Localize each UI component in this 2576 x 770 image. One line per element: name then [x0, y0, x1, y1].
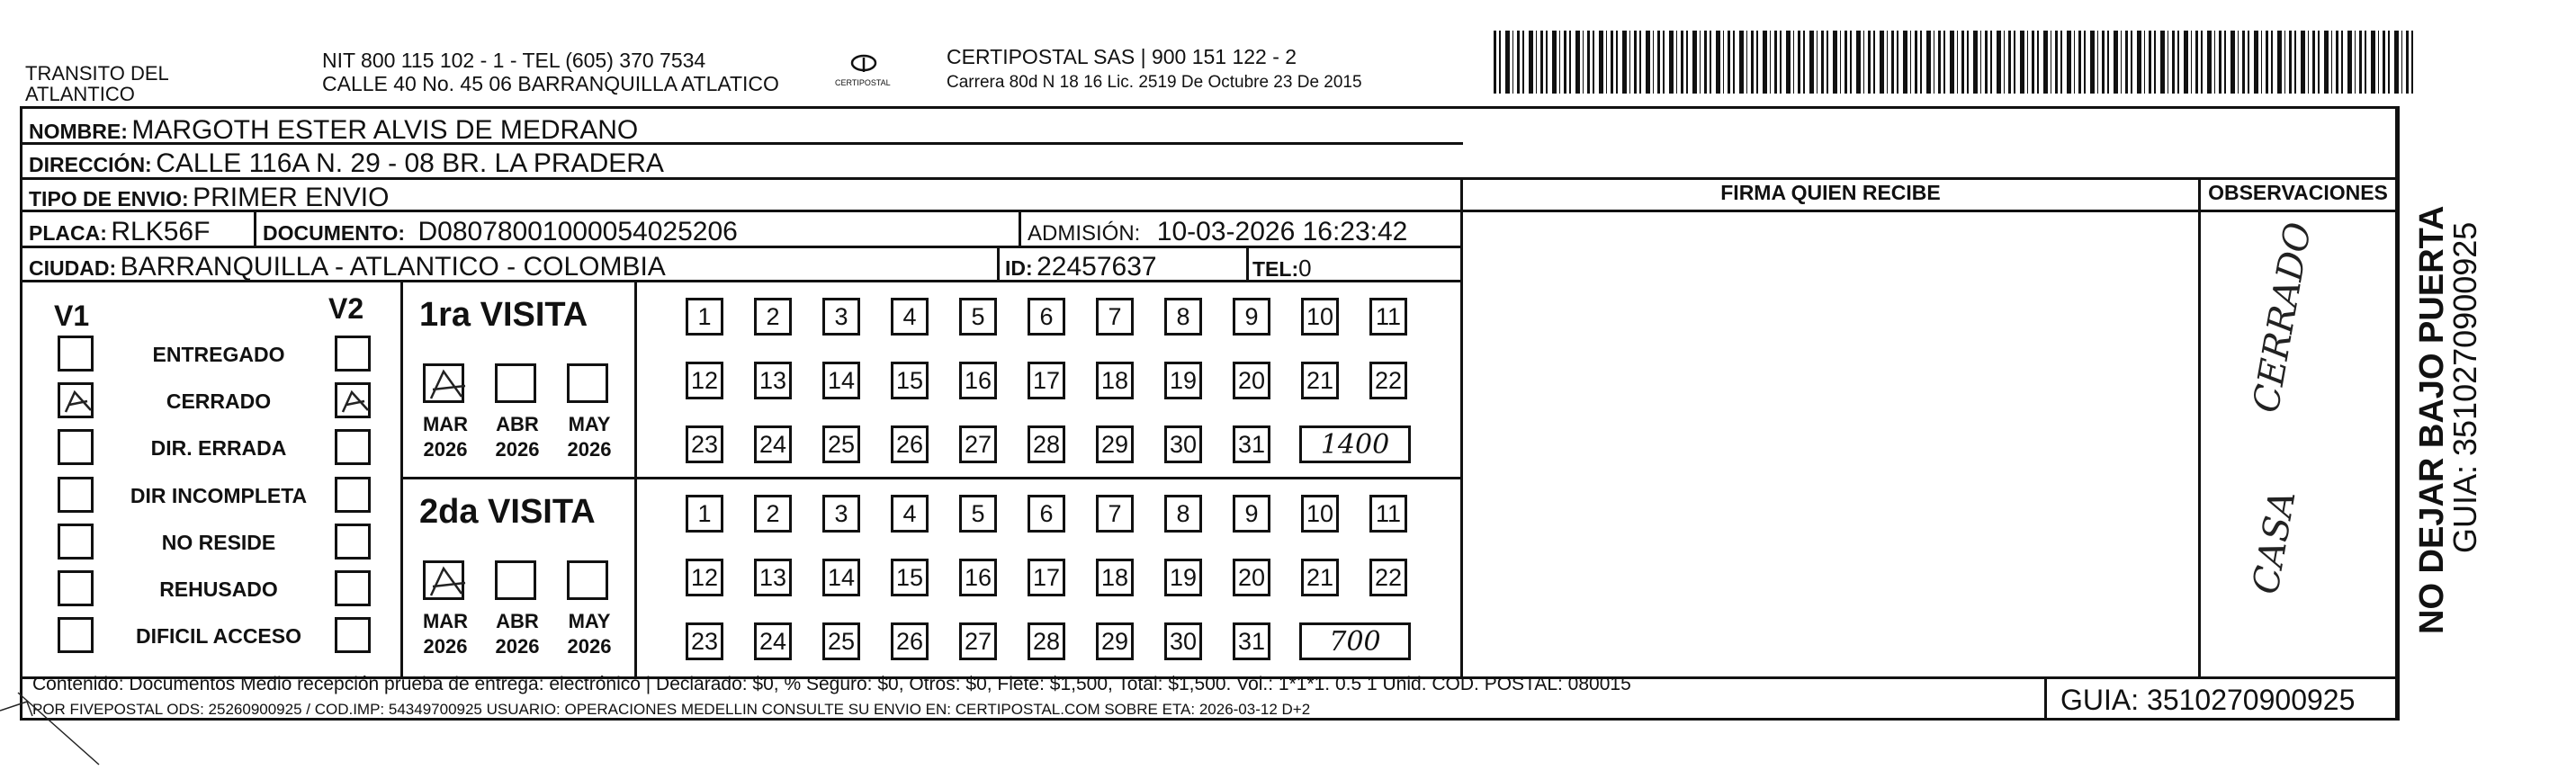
- day-checkbox[interactable]: 3: [822, 298, 860, 336]
- day-checkbox[interactable]: 2: [754, 495, 792, 533]
- day-checkbox[interactable]: 9: [1233, 495, 1270, 533]
- day-checkbox[interactable]: 22: [1369, 362, 1407, 399]
- check-mark-icon: [60, 385, 96, 421]
- nombre-label: NOMBRE:: [29, 120, 128, 143]
- day-checkbox[interactable]: 31: [1233, 425, 1270, 463]
- v2-checkbox[interactable]: [335, 524, 371, 560]
- day-checkbox[interactable]: 15: [891, 559, 929, 596]
- v2-checkbox[interactable]: [335, 617, 371, 653]
- v1-checkbox[interactable]: [58, 570, 94, 606]
- documento-row: [263, 219, 738, 246]
- v2-checkbox[interactable]: [335, 570, 371, 606]
- obs-handwriting-1: CERRADO: [2245, 219, 2320, 416]
- signature-area: [1463, 212, 2198, 676]
- day-checkbox[interactable]: 8: [1164, 298, 1202, 336]
- id-label: ID:: [1005, 256, 1033, 280]
- visit-title: 1ra VISITA: [419, 296, 588, 334]
- v1-checkbox[interactable]: [58, 429, 94, 465]
- v2-checkbox[interactable]: [335, 382, 371, 418]
- day-checkbox[interactable]: 29: [1096, 425, 1134, 463]
- day-checkbox[interactable]: 28: [1028, 425, 1065, 463]
- direccion-value: CALLE 116A N. 29 - 08 BR. LA PRADERA: [156, 148, 664, 178]
- logo-text: CERTIPOSTAL: [835, 78, 891, 87]
- day-checkbox[interactable]: 13: [754, 362, 792, 399]
- day-checkbox[interactable]: 2: [754, 298, 792, 336]
- obs-handwriting-2: CASA: [2245, 487, 2304, 598]
- tel-row: [1252, 256, 1312, 280]
- day-checkbox[interactable]: 4: [891, 495, 929, 533]
- v1-label: V1: [54, 300, 90, 332]
- check-mark-icon: [426, 366, 467, 406]
- day-checkbox[interactable]: 12: [686, 362, 723, 399]
- month-checkbox[interactable]: [423, 560, 464, 600]
- day-checkbox[interactable]: 15: [891, 362, 929, 399]
- day-checkbox[interactable]: 24: [754, 622, 792, 660]
- ciudad-value: BARRANQUILLA - ATLANTICO - COLOMBIA: [120, 252, 666, 282]
- check-mark-icon: [426, 563, 467, 603]
- day-checkbox[interactable]: 7: [1096, 298, 1134, 336]
- day-checkbox[interactable]: 17: [1028, 362, 1065, 399]
- day-checkbox[interactable]: 27: [959, 425, 997, 463]
- day-checkbox[interactable]: 11: [1369, 298, 1407, 336]
- option-label: DIR INCOMPLETA: [130, 484, 308, 507]
- placa-label: PLACA:: [29, 221, 107, 245]
- month-checkbox[interactable]: [423, 363, 464, 403]
- month-checkbox[interactable]: [495, 560, 536, 600]
- day-checkbox[interactable]: 26: [891, 425, 929, 463]
- month-label: MAR 2026: [422, 610, 469, 658]
- documento-label: DOCUMENTO:: [263, 221, 406, 245]
- day-checkbox[interactable]: 30: [1164, 622, 1202, 660]
- nombre-row: [29, 117, 638, 144]
- day-checkbox[interactable]: 21: [1301, 362, 1339, 399]
- footer-line-2: POR FIVEPOSTAL ODS: 25260900925 / COD.IMP: 54349700925 USUARIO: OPERACIONES MEDELLIN CONSULTE SU ENVIO EN: CERTIPOSTAL.COM SOBRE ETA: 2026-03-12 D+2: [32, 701, 1311, 718]
- month-label: ABR 2026: [495, 413, 540, 461]
- day-checkbox[interactable]: 1: [686, 495, 723, 533]
- option-label: REHUSADO: [159, 578, 278, 601]
- day-checkbox[interactable]: 30: [1164, 425, 1202, 463]
- tipo-value: PRIMER ENVIO: [193, 183, 390, 212]
- day-checkbox[interactable]: 6: [1028, 298, 1065, 336]
- hour-box[interactable]: 1400: [1299, 425, 1411, 463]
- day-checkbox[interactable]: 3: [822, 495, 860, 533]
- day-checkbox[interactable]: 13: [754, 559, 792, 596]
- admision-row: [1028, 219, 1407, 246]
- day-checkbox[interactable]: 20: [1233, 362, 1270, 399]
- month-checkbox[interactable]: [495, 363, 536, 403]
- day-checkbox[interactable]: 14: [822, 362, 860, 399]
- day-checkbox[interactable]: 27: [959, 622, 997, 660]
- day-checkbox[interactable]: 7: [1096, 495, 1134, 533]
- hour-box[interactable]: 700: [1299, 622, 1411, 660]
- id-row: [1005, 254, 1157, 281]
- day-checkbox[interactable]: 18: [1096, 362, 1134, 399]
- certipostal-logo-icon: [828, 50, 900, 95]
- placa-value: RLK56F: [111, 217, 211, 246]
- side-guia: GUIA: 3510270900925: [2446, 221, 2483, 553]
- day-checkbox[interactable]: 12: [686, 559, 723, 596]
- option-label: CERRADO: [166, 389, 272, 413]
- nit-line: NIT 800 115 102 - 1 - TEL (605) 370 7534: [322, 49, 706, 72]
- fold-mark: [0, 675, 108, 766]
- day-checkbox[interactable]: 24: [754, 425, 792, 463]
- barcode: [1494, 31, 2416, 94]
- day-checkbox[interactable]: 29: [1096, 622, 1134, 660]
- check-mark-icon: [337, 385, 373, 421]
- admision-value: 10-03-2026 16:23:42: [1156, 217, 1408, 246]
- direccion-label: DIRECCIÓN:: [29, 153, 152, 176]
- nombre-value: MARGOTH ESTER ALVIS DE MEDRANO: [131, 115, 639, 145]
- day-checkbox[interactable]: 23: [686, 622, 723, 660]
- documento-value: D08078001000054025206: [417, 217, 738, 246]
- observaciones-label: OBSERVACIONES: [2208, 181, 2388, 204]
- v1-checkbox[interactable]: [58, 524, 94, 560]
- courier-license: Carrera 80d N 18 16 Lic. 2519 De Octubre 23 De 2015: [947, 73, 1362, 92]
- v1-checkbox[interactable]: [58, 477, 94, 513]
- day-checkbox[interactable]: 20: [1233, 559, 1270, 596]
- day-checkbox[interactable]: 17: [1028, 559, 1065, 596]
- day-checkbox[interactable]: 18: [1096, 559, 1134, 596]
- option-label: NO RESIDE: [161, 531, 276, 554]
- firma-label: FIRMA QUIEN RECIBE: [1720, 181, 1941, 204]
- day-checkbox[interactable]: 11: [1369, 495, 1407, 533]
- visit-title: 2da VISITA: [419, 493, 596, 531]
- day-checkbox[interactable]: 28: [1028, 622, 1065, 660]
- tel-label: TEL:: [1252, 257, 1299, 281]
- month-label: MAY 2026: [567, 610, 612, 658]
- ciudad-label: CIUDAD:: [29, 256, 117, 280]
- company-name: TRANSITO DEL ATLANTICO: [25, 62, 168, 106]
- v1-checkbox[interactable]: [58, 382, 94, 418]
- v1-checkbox[interactable]: [58, 336, 94, 372]
- month-label: MAY 2026: [567, 413, 612, 461]
- day-checkbox[interactable]: 5: [959, 298, 997, 336]
- side-title: NO DEJAR BAJO PUERTA: [2413, 205, 2451, 634]
- option-label: DIR. ERRADA: [150, 436, 287, 460]
- footer-line-1: Contenido: Documentos Medio recepción prueba de entrega: electrónico | Declarado: $0, % Seguro: $0, Otros: $0, Flete: $1,500, Total: $1,500. Vol.: 1*1*1. 0.5 1 Unid. COD. POSTAL: 080015: [32, 674, 1631, 694]
- address-line: CALLE 40 No. 45 06 BARRANQUILLA ATLATICO: [322, 72, 779, 95]
- tipo-label: TIPO DE ENVIO:: [29, 187, 189, 210]
- month-checkbox[interactable]: [567, 363, 608, 403]
- admision-label: ADMISIÓN:: [1028, 221, 1141, 246]
- day-checkbox[interactable]: 4: [891, 298, 929, 336]
- day-checkbox[interactable]: 1: [686, 298, 723, 336]
- day-checkbox[interactable]: 14: [822, 559, 860, 596]
- direccion-row: [29, 150, 664, 177]
- tel-value: 0: [1298, 255, 1312, 282]
- option-label: ENTREGADO: [152, 343, 285, 366]
- footer-guia: GUIA: 3510270900925: [2060, 684, 2356, 716]
- day-checkbox[interactable]: 19: [1164, 362, 1202, 399]
- ciudad-row: [29, 254, 666, 281]
- month-checkbox[interactable]: [567, 560, 608, 600]
- day-checkbox[interactable]: 23: [686, 425, 723, 463]
- courier-line: CERTIPOSTAL SAS | 900 151 122 - 2: [947, 45, 1297, 68]
- day-checkbox[interactable]: 31: [1233, 622, 1270, 660]
- v1-checkbox[interactable]: [58, 617, 94, 653]
- day-checkbox[interactable]: 16: [959, 559, 997, 596]
- day-checkbox[interactable]: 25: [822, 622, 860, 660]
- day-checkbox[interactable]: 26: [891, 622, 929, 660]
- day-checkbox[interactable]: 19: [1164, 559, 1202, 596]
- month-label: ABR 2026: [495, 610, 540, 658]
- day-checkbox[interactable]: 22: [1369, 559, 1407, 596]
- day-checkbox[interactable]: 8: [1164, 495, 1202, 533]
- day-checkbox[interactable]: 5: [959, 495, 997, 533]
- id-value: 22457637: [1037, 252, 1157, 282]
- day-checkbox[interactable]: 9: [1233, 298, 1270, 336]
- tipo-row: [29, 184, 389, 211]
- placa-row: [29, 219, 210, 246]
- day-checkbox[interactable]: 10: [1301, 298, 1339, 336]
- day-checkbox[interactable]: 16: [959, 362, 997, 399]
- month-label: MAR 2026: [422, 413, 469, 461]
- v2-checkbox[interactable]: [335, 336, 371, 372]
- v2-checkbox[interactable]: [335, 477, 371, 513]
- v2-label: V2: [328, 292, 364, 325]
- day-checkbox[interactable]: 6: [1028, 495, 1065, 533]
- day-checkbox[interactable]: 21: [1301, 559, 1339, 596]
- option-label: DIFICIL ACCESO: [135, 624, 301, 648]
- v2-checkbox[interactable]: [335, 429, 371, 465]
- day-checkbox[interactable]: 25: [822, 425, 860, 463]
- day-checkbox[interactable]: 10: [1301, 495, 1339, 533]
